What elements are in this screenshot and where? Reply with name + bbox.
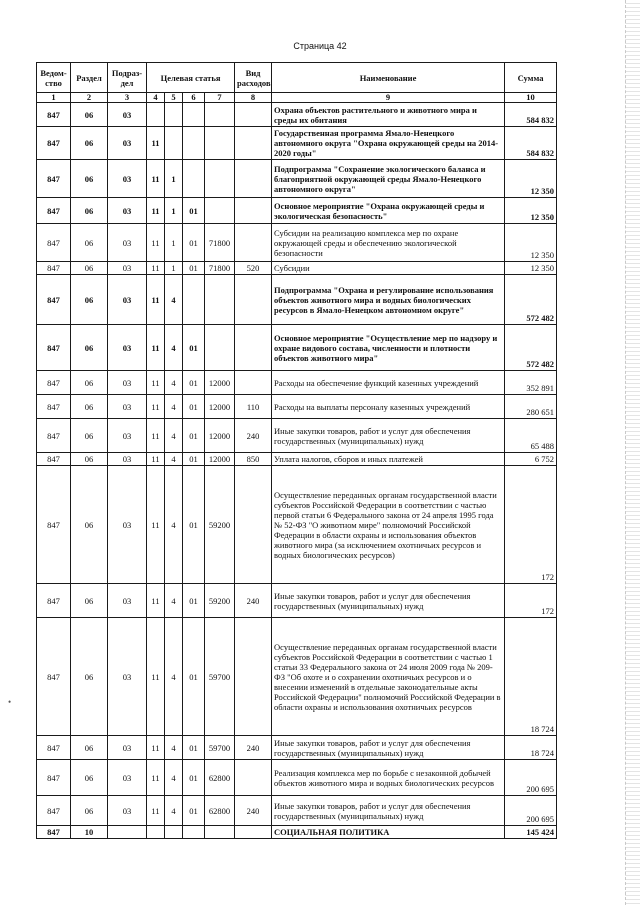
cell-target-subprogram: 1 — [165, 198, 183, 224]
cell-vedomstvo: 847 — [37, 395, 71, 419]
table-row — [37, 395, 557, 419]
cell-target-direction: 71800 — [205, 262, 235, 275]
cell-summa: 584 832 — [505, 103, 557, 127]
cell-summa: 572 482 — [505, 275, 557, 325]
header-podrazdel: Подраз-дел — [108, 63, 147, 93]
cell-target-subprogram: 1 — [165, 262, 183, 275]
cell-target-direction — [205, 826, 235, 839]
cell-podrazdel: 03 — [108, 224, 147, 262]
cell-vedomstvo: 847 — [37, 453, 71, 466]
cell-target-direction: 59700 — [205, 618, 235, 736]
cell-naimenovanie: Подпрограмма "Охрана и регулирование использования объектов животного мира и водных биологических ресурсов в Ямало-Ненецком автономном округе" — [272, 275, 505, 325]
cell-target-activity: 01 — [183, 395, 205, 419]
cell-target-program: 11 — [147, 618, 165, 736]
table-row — [37, 371, 557, 395]
cell-target-program: 11 — [147, 160, 165, 198]
table-body — [37, 103, 557, 839]
cell-razdel: 06 — [71, 160, 108, 198]
cell-vid-raskhodov — [235, 103, 272, 127]
cell-naimenovanie: Основное мероприятие "Осуществление мер по надзору и охране видового состава, численности и плотности объектов животного мира" — [272, 325, 505, 371]
cell-podrazdel: 03 — [108, 466, 147, 584]
cell-summa: 65 488 — [505, 419, 557, 453]
cell-target-direction — [205, 325, 235, 371]
cell-podrazdel: 03 — [108, 198, 147, 224]
table-row — [37, 103, 557, 127]
header-razdel: Раздел — [71, 63, 108, 93]
table-row — [37, 127, 557, 160]
cell-vid-raskhodov — [235, 275, 272, 325]
cell-razdel: 06 — [71, 395, 108, 419]
column-number: 1 — [37, 93, 71, 103]
cell-vid-raskhodov — [235, 127, 272, 160]
cell-summa: 12 350 — [505, 262, 557, 275]
cell-target-program: 11 — [147, 198, 165, 224]
cell-naimenovanie: Подпрограмма "Сохранение экологического баланса и благоприятной окружающей среды Ямало-Ненецкого автономного округа" — [272, 160, 505, 198]
cell-target-activity: 01 — [183, 618, 205, 736]
cell-razdel: 06 — [71, 466, 108, 584]
cell-target-direction: 59700 — [205, 736, 235, 760]
cell-vedomstvo: 847 — [37, 198, 71, 224]
cell-vid-raskhodov — [235, 198, 272, 224]
cell-podrazdel: 03 — [108, 160, 147, 198]
cell-target-activity — [183, 160, 205, 198]
cell-vedomstvo: 847 — [37, 736, 71, 760]
cell-target-subprogram: 4 — [165, 275, 183, 325]
margin-mark: • — [8, 697, 12, 707]
cell-razdel: 06 — [71, 198, 108, 224]
cell-vedomstvo: 847 — [37, 466, 71, 584]
cell-target-activity: 01 — [183, 453, 205, 466]
cell-summa: 172 — [505, 584, 557, 618]
cell-vedomstvo: 847 — [37, 325, 71, 371]
cell-target-subprogram: 4 — [165, 736, 183, 760]
cell-target-subprogram — [165, 127, 183, 160]
column-number: 3 — [108, 93, 147, 103]
cell-target-activity: 01 — [183, 760, 205, 796]
cell-target-direction: 12000 — [205, 371, 235, 395]
cell-naimenovanie: Иные закупки товаров, работ и услуг для обеспечения государственных (муниципальных) нужд — [272, 584, 505, 618]
cell-target-program: 11 — [147, 796, 165, 826]
table-row — [37, 224, 557, 262]
cell-vid-raskhodov — [235, 160, 272, 198]
cell-vid-raskhodov — [235, 371, 272, 395]
cell-target-subprogram: 4 — [165, 796, 183, 826]
table-row — [37, 826, 557, 839]
cell-naimenovanie: Основное мероприятие "Охрана окружающей среды и экологическая безопасность" — [272, 198, 505, 224]
cell-target-subprogram: 4 — [165, 325, 183, 371]
cell-target-activity — [183, 103, 205, 127]
cell-razdel: 06 — [71, 796, 108, 826]
cell-summa: 584 832 — [505, 127, 557, 160]
cell-vedomstvo: 847 — [37, 262, 71, 275]
cell-podrazdel: 03 — [108, 736, 147, 760]
cell-vedomstvo: 847 — [37, 760, 71, 796]
cell-target-activity: 01 — [183, 262, 205, 275]
cell-summa: 12 350 — [505, 160, 557, 198]
cell-vedomstvo: 847 — [37, 275, 71, 325]
cell-podrazdel: 03 — [108, 796, 147, 826]
cell-razdel: 06 — [71, 275, 108, 325]
cell-razdel: 06 — [71, 419, 108, 453]
cell-target-program: 11 — [147, 419, 165, 453]
cell-target-direction — [205, 198, 235, 224]
header-vedomstvo: Ведом-ство — [37, 63, 71, 93]
cell-vid-raskhodov: 110 — [235, 395, 272, 419]
cell-target-subprogram: 4 — [165, 419, 183, 453]
column-number: 8 — [235, 93, 272, 103]
table-row — [37, 760, 557, 796]
cell-vid-raskhodov: 240 — [235, 584, 272, 618]
cell-vid-raskhodov: 240 — [235, 736, 272, 760]
cell-naimenovanie: Расходы на обеспечение функций казенных учреждений — [272, 371, 505, 395]
cell-vid-raskhodov — [235, 325, 272, 371]
cell-podrazdel: 03 — [108, 618, 147, 736]
cell-target-program — [147, 103, 165, 127]
cell-vedomstvo: 847 — [37, 419, 71, 453]
cell-target-activity — [183, 826, 205, 839]
cell-naimenovanie: Государственная программа Ямало-Ненецкого автономного округа "Охрана окружающей среды на 2014-2020 годы" — [272, 127, 505, 160]
cell-vid-raskhodov — [235, 618, 272, 736]
cell-podrazdel: 03 — [108, 395, 147, 419]
cell-target-program: 11 — [147, 262, 165, 275]
cell-target-activity: 01 — [183, 198, 205, 224]
cell-target-direction: 62800 — [205, 760, 235, 796]
column-number: 5 — [165, 93, 183, 103]
cell-razdel: 06 — [71, 224, 108, 262]
cell-vedomstvo: 847 — [37, 103, 71, 127]
cell-razdel: 06 — [71, 584, 108, 618]
cell-podrazdel: 03 — [108, 325, 147, 371]
cell-vedomstvo: 847 — [37, 584, 71, 618]
cell-summa: 12 350 — [505, 224, 557, 262]
cell-target-direction: 62800 — [205, 796, 235, 826]
cell-naimenovanie: Реализация комплекса мер по борьбе с незаконной добычей объектов животного мира и водных биологических ресурсов — [272, 760, 505, 796]
header-summa: Сумма — [505, 63, 557, 93]
cell-target-program: 11 — [147, 453, 165, 466]
cell-podrazdel: 03 — [108, 127, 147, 160]
cell-target-subprogram — [165, 826, 183, 839]
cell-target-direction — [205, 103, 235, 127]
cell-target-subprogram: 4 — [165, 395, 183, 419]
cell-naimenovanie: Уплата налогов, сборов и иных платежей — [272, 453, 505, 466]
cell-target-subprogram: 1 — [165, 160, 183, 198]
cell-naimenovanie: Охрана объектов растительного и животного мира и среды их обитания — [272, 103, 505, 127]
cell-target-program: 11 — [147, 736, 165, 760]
table-row — [37, 419, 557, 453]
cell-target-activity — [183, 127, 205, 160]
cell-vid-raskhodov: 850 — [235, 453, 272, 466]
cell-vedomstvo: 847 — [37, 796, 71, 826]
table-row — [37, 796, 557, 826]
cell-naimenovanie: Иные закупки товаров, работ и услуг для обеспечения государственных (муниципальных) нужд — [272, 736, 505, 760]
cell-target-direction: 59200 — [205, 584, 235, 618]
cell-razdel: 06 — [71, 736, 108, 760]
cell-summa: 12 350 — [505, 198, 557, 224]
cell-target-subprogram: 4 — [165, 618, 183, 736]
cell-summa: 18 724 — [505, 618, 557, 736]
cell-vid-raskhodov — [235, 224, 272, 262]
cell-naimenovanie: Субсидии на реализацию комплекса мер по охране окружающей среды и обеспечению экологической безопасности — [272, 224, 505, 262]
cell-vedomstvo: 847 — [37, 618, 71, 736]
cell-target-program: 11 — [147, 760, 165, 796]
cell-summa: 572 482 — [505, 325, 557, 371]
table-row — [37, 618, 557, 736]
table-row — [37, 453, 557, 466]
cell-razdel: 06 — [71, 760, 108, 796]
table-row — [37, 262, 557, 275]
cell-razdel: 10 — [71, 826, 108, 839]
cell-podrazdel: 03 — [108, 371, 147, 395]
scan-edge-decoration — [625, 0, 640, 905]
cell-podrazdel: 03 — [108, 262, 147, 275]
cell-naimenovanie: Субсидии — [272, 262, 505, 275]
table-row — [37, 325, 557, 371]
header-naimenovanie: Наименование — [272, 63, 505, 93]
cell-naimenovanie: Расходы на выплаты персоналу казенных учреждений — [272, 395, 505, 419]
cell-vid-raskhodov — [235, 466, 272, 584]
table-row — [37, 736, 557, 760]
column-number: 4 — [147, 93, 165, 103]
header-row — [37, 63, 557, 93]
cell-target-activity: 01 — [183, 796, 205, 826]
cell-target-direction: 12000 — [205, 419, 235, 453]
cell-vedomstvo: 847 — [37, 826, 71, 839]
cell-razdel: 06 — [71, 371, 108, 395]
cell-vid-raskhodov: 520 — [235, 262, 272, 275]
cell-target-activity: 01 — [183, 584, 205, 618]
cell-summa: 280 651 — [505, 395, 557, 419]
table-row — [37, 198, 557, 224]
cell-target-program: 11 — [147, 371, 165, 395]
cell-target-subprogram: 4 — [165, 584, 183, 618]
cell-summa: 200 695 — [505, 760, 557, 796]
column-number: 6 — [183, 93, 205, 103]
cell-summa: 18 724 — [505, 736, 557, 760]
cell-target-program: 11 — [147, 224, 165, 262]
table-row — [37, 584, 557, 618]
cell-target-program: 11 — [147, 325, 165, 371]
cell-naimenovanie: Иные закупки товаров, работ и услуг для обеспечения государственных (муниципальных) нужд — [272, 419, 505, 453]
cell-target-direction: 12000 — [205, 453, 235, 466]
cell-naimenovanie: Иные закупки товаров, работ и услуг для обеспечения государственных (муниципальных) нужд — [272, 796, 505, 826]
cell-podrazdel: 03 — [108, 584, 147, 618]
cell-target-subprogram: 1 — [165, 224, 183, 262]
cell-razdel: 06 — [71, 127, 108, 160]
cell-summa: 6 752 — [505, 453, 557, 466]
cell-podrazdel: 03 — [108, 419, 147, 453]
cell-podrazdel: 03 — [108, 275, 147, 325]
table-row — [37, 160, 557, 198]
cell-target-activity: 01 — [183, 466, 205, 584]
cell-target-activity: 01 — [183, 736, 205, 760]
cell-podrazdel — [108, 826, 147, 839]
cell-target-direction — [205, 160, 235, 198]
column-number: 9 — [272, 93, 505, 103]
cell-summa: 145 424 — [505, 826, 557, 839]
cell-razdel: 06 — [71, 325, 108, 371]
cell-target-subprogram: 4 — [165, 466, 183, 584]
cell-naimenovanie: Осуществление переданных органам государственной власти субъектов Российской Федерации в соответствии с частью 1 статьи 33 Федерального закона от 24 июля 2009 года № 209-ФЗ "Об охоте и о сохранении охотничьих ресурсов и о внесении изменений в отдельные законодательные акты Российской Федерации" полномочий Российской Федерации в области охраны и использования охотничьих ресурсов — [272, 618, 505, 736]
budget-table — [36, 62, 557, 839]
cell-target-subprogram: 4 — [165, 760, 183, 796]
page-title: Страница 42 — [293, 41, 347, 51]
cell-vid-raskhodov: 240 — [235, 796, 272, 826]
cell-podrazdel: 03 — [108, 760, 147, 796]
cell-target-direction — [205, 127, 235, 160]
cell-vedomstvo: 847 — [37, 160, 71, 198]
column-number: 7 — [205, 93, 235, 103]
cell-summa: 200 695 — [505, 796, 557, 826]
header-vid-raskhodov: Вид расходов — [235, 63, 272, 93]
cell-target-subprogram: 4 — [165, 371, 183, 395]
cell-vedomstvo: 847 — [37, 127, 71, 160]
cell-target-program — [147, 826, 165, 839]
column-number: 10 — [505, 93, 557, 103]
cell-target-program: 11 — [147, 584, 165, 618]
cell-target-program: 11 — [147, 395, 165, 419]
cell-razdel: 06 — [71, 618, 108, 736]
cell-podrazdel: 03 — [108, 103, 147, 127]
cell-vid-raskhodov — [235, 826, 272, 839]
column-number-row — [37, 93, 557, 103]
cell-target-program: 11 — [147, 275, 165, 325]
cell-target-direction: 12000 — [205, 395, 235, 419]
cell-vid-raskhodov: 240 — [235, 419, 272, 453]
cell-summa: 172 — [505, 466, 557, 584]
cell-podrazdel: 03 — [108, 453, 147, 466]
cell-target-activity: 01 — [183, 371, 205, 395]
table-row — [37, 275, 557, 325]
column-number: 2 — [71, 93, 108, 103]
cell-razdel: 06 — [71, 103, 108, 127]
cell-vid-raskhodov — [235, 760, 272, 796]
cell-razdel: 06 — [71, 262, 108, 275]
cell-target-subprogram: 4 — [165, 453, 183, 466]
cell-razdel: 06 — [71, 453, 108, 466]
cell-naimenovanie: Осуществление переданных органам государственной власти субъектов Российской Федерации в соответствии с частью первой статьи 6 Федерального закона от 24 апреля 1995 года № 52-ФЗ "О животном мире" полномочий Российской Федерации в области охраны и использования объектов животного мира (за исключением охотничьих ресурсов и водных биологических ресурсов) — [272, 466, 505, 584]
cell-target-direction — [205, 275, 235, 325]
cell-target-activity: 01 — [183, 224, 205, 262]
table-row — [37, 466, 557, 584]
cell-summa: 352 891 — [505, 371, 557, 395]
cell-target-subprogram — [165, 103, 183, 127]
cell-target-activity: 01 — [183, 419, 205, 453]
cell-target-direction: 71800 — [205, 224, 235, 262]
cell-vedomstvo: 847 — [37, 371, 71, 395]
cell-target-program: 11 — [147, 466, 165, 584]
cell-naimenovanie: СОЦИАЛЬНАЯ ПОЛИТИКА — [272, 826, 505, 839]
cell-target-direction: 59200 — [205, 466, 235, 584]
cell-vedomstvo: 847 — [37, 224, 71, 262]
cell-target-program: 11 — [147, 127, 165, 160]
cell-target-activity — [183, 275, 205, 325]
cell-target-activity: 01 — [183, 325, 205, 371]
header-tselevaya-statya: Целевая статья — [147, 63, 235, 93]
